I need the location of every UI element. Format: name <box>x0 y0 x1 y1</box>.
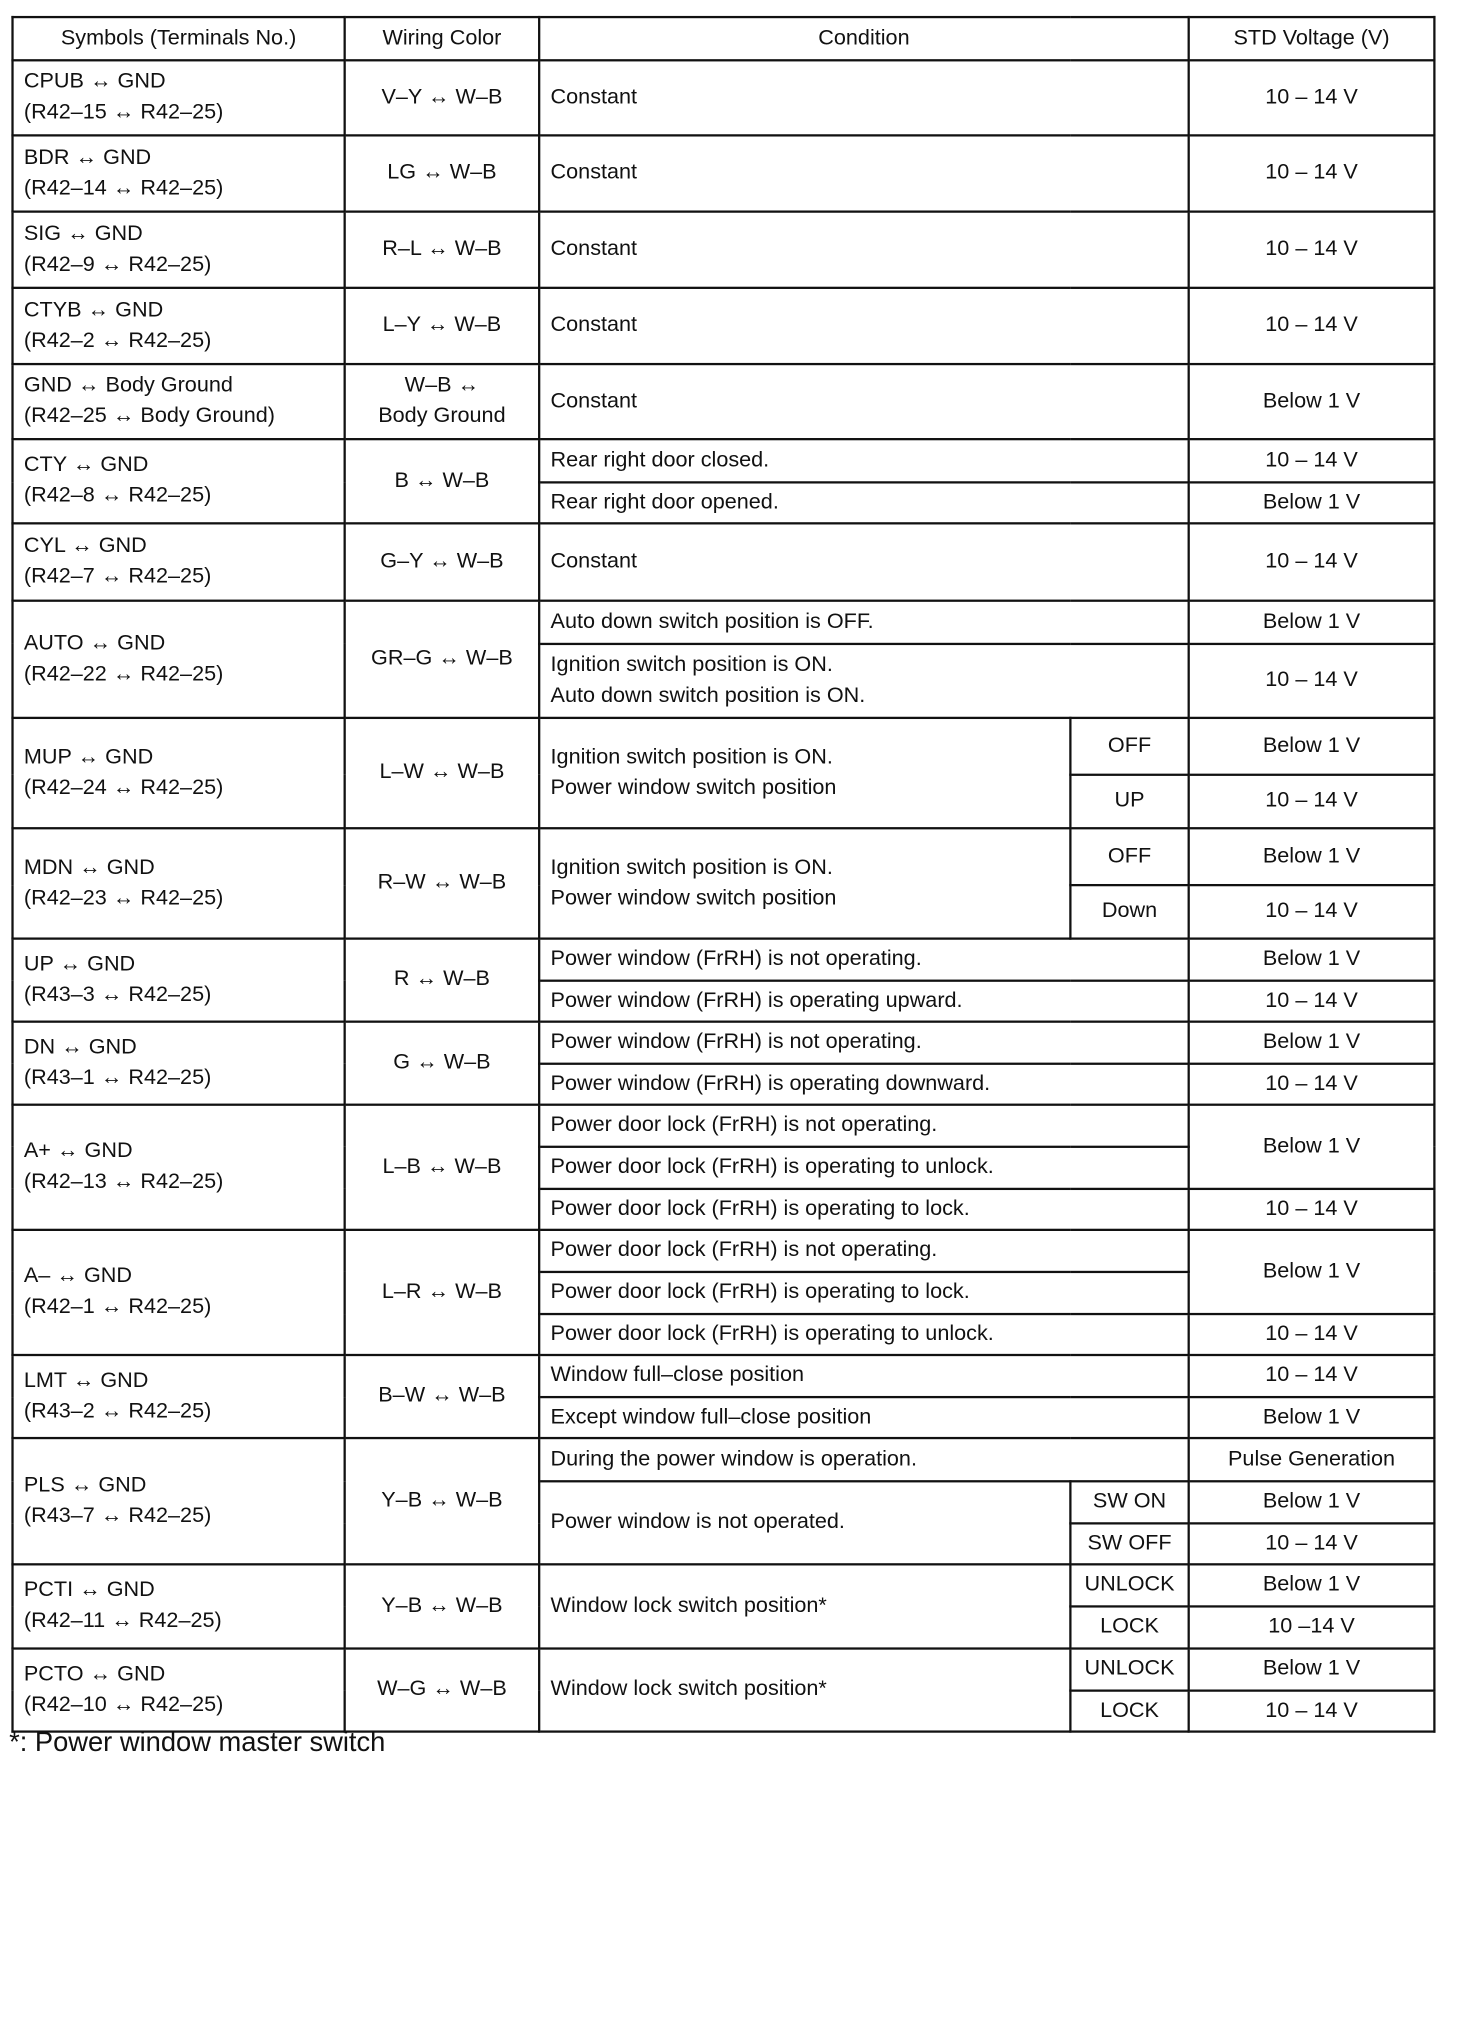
terminals: (R42–11 ↔ R42–25) <box>23 1608 222 1633</box>
symbol: PLS ↔ GND <box>23 1472 147 1497</box>
std-voltage: 10 – 14 V <box>1189 212 1435 288</box>
condition: Power door lock (FrRH) is not operating. <box>539 1105 1189 1147</box>
symbol-cell <box>13 439 345 523</box>
table-row <box>13 718 1435 775</box>
symbol-cell <box>13 135 345 211</box>
symbol-cell <box>13 1438 345 1564</box>
symbol: PCTO ↔ GND <box>23 1661 166 1686</box>
switch-position: UNLOCK <box>1070 1649 1188 1691</box>
symbol: MUP ↔ GND <box>23 744 154 769</box>
symbol-cell <box>13 60 345 135</box>
condition: Power window is not operated. <box>539 1481 1070 1564</box>
condition: Ignition switch position is ON. <box>550 744 833 769</box>
table-row <box>13 212 1435 288</box>
symbol-cell <box>13 288 345 364</box>
condition: Constant <box>539 60 1189 135</box>
wiring-color: L–W ↔ W–B <box>345 718 540 828</box>
condition: Ignition switch position is ON. <box>550 855 833 879</box>
condition: Constant <box>539 135 1189 211</box>
condition: Power door lock (FrRH) is operating to lock. <box>539 1189 1189 1230</box>
std-voltage: 10 – 14 V <box>1189 60 1435 135</box>
symbol-cell <box>13 718 345 828</box>
wiring-color-line2: Body Ground <box>378 403 506 428</box>
wiring-color: GR–G ↔ W–B <box>345 601 540 718</box>
std-voltage: 10 – 14 V <box>1189 981 1435 1022</box>
condition: Window full–close position <box>539 1355 1189 1397</box>
switch-position: OFF <box>1070 718 1188 775</box>
terminals: (R43–1 ↔ R42–25) <box>23 1065 212 1090</box>
std-voltage: 10 – 14 V <box>1189 439 1435 482</box>
wiring-color: L–B ↔ W–B <box>345 1105 540 1230</box>
terminals: (R42–14 ↔ R42–25) <box>23 175 224 200</box>
terminals: (R43–2 ↔ R42–25) <box>23 1398 212 1423</box>
wiring-color: Y–B ↔ W–B <box>345 1564 540 1648</box>
header-symbols: Symbols (Terminals No.) <box>13 17 345 60</box>
terminals: (R43–3 ↔ R42–25) <box>23 982 212 1007</box>
condition: Power window (FrRH) is not operating. <box>539 1022 1189 1064</box>
switch-position: UP <box>1070 775 1188 828</box>
condition: Rear right door closed. <box>539 439 1189 482</box>
std-voltage: 10 – 14 V <box>1189 288 1435 364</box>
condition-line2: Auto down switch position is ON. <box>550 683 866 708</box>
switch-position: SW ON <box>1070 1481 1188 1523</box>
wiring-color: W–B ↔ <box>404 373 480 398</box>
std-voltage: 10 – 14 V <box>1189 885 1435 938</box>
std-voltage: Below 1 V <box>1189 828 1435 885</box>
switch-position: Down <box>1070 885 1188 938</box>
condition: Constant <box>539 212 1189 288</box>
symbol: CTYB ↔ GND <box>23 297 164 322</box>
wiring-color: Y–B ↔ W–B <box>345 1438 540 1564</box>
wiring-color: G ↔ W–B <box>345 1022 540 1105</box>
symbol: PCTI ↔ GND <box>23 1578 155 1602</box>
terminals: (R42–22 ↔ R42–25) <box>23 661 224 686</box>
table-row <box>13 364 1435 439</box>
table-row <box>13 523 1435 600</box>
std-voltage: 10 – 14 V <box>1189 1064 1435 1105</box>
terminals: (R42–8 ↔ R42–25) <box>23 483 212 508</box>
terminals: (R42–24 ↔ R42–25) <box>23 775 224 800</box>
condition: Rear right door opened. <box>539 482 1189 523</box>
footnote: *: Power window master switch <box>9 1727 386 1758</box>
symbol: CTY ↔ GND <box>23 452 149 477</box>
symbol-cell <box>13 601 345 718</box>
condition-line2: Power window switch position <box>550 885 837 910</box>
condition-line2: Power window switch position <box>550 775 837 800</box>
terminals: (R42–13 ↔ R42–25) <box>23 1169 224 1194</box>
symbol-cell <box>13 364 345 439</box>
symbol-cell <box>13 1564 345 1648</box>
condition: Auto down switch position is OFF. <box>539 601 1189 644</box>
symbol-cell <box>13 1230 345 1355</box>
std-voltage: 10 – 14 V <box>1189 1355 1435 1397</box>
symbol-cell <box>13 212 345 288</box>
wiring-color: B ↔ W–B <box>345 439 540 523</box>
symbol-cell <box>13 939 345 1022</box>
wiring-color: W–G ↔ W–B <box>345 1649 540 1732</box>
std-voltage: 10 – 14 V <box>1189 775 1435 828</box>
terminals: (R43–7 ↔ R42–25) <box>23 1503 212 1528</box>
terminals: (R42–7 ↔ R42–25) <box>23 564 212 589</box>
symbol: LMT ↔ GND <box>23 1368 149 1393</box>
std-voltage: 10 – 14 V <box>1189 1691 1435 1732</box>
std-voltage: Pulse Generation <box>1189 1438 1435 1481</box>
symbol-cell <box>13 828 345 938</box>
header-std-voltage: STD Voltage (V) <box>1189 17 1435 60</box>
table-row <box>13 1230 1435 1272</box>
condition: Power window (FrRH) is not operating. <box>539 939 1189 981</box>
terminals: (R42–23 ↔ R42–25) <box>23 885 224 910</box>
table-row <box>13 828 1435 885</box>
table-row <box>13 1438 1435 1481</box>
std-voltage: 10 – 14 V <box>1189 135 1435 211</box>
symbol: CPUB ↔ GND <box>23 69 166 94</box>
wiring-color-cell <box>345 364 540 439</box>
table-row <box>13 1022 1435 1064</box>
condition: Power window (FrRH) is operating upward. <box>539 981 1189 1022</box>
std-voltage: 10 – 14 V <box>1189 644 1435 718</box>
terminals: (R42–10 ↔ R42–25) <box>23 1692 224 1717</box>
std-voltage: 10 – 14 V <box>1189 523 1435 600</box>
std-voltage: 10 –14 V <box>1189 1606 1435 1648</box>
wiring-color: LG ↔ W–B <box>345 135 540 211</box>
condition: Power door lock (FrRH) is not operating. <box>539 1230 1189 1272</box>
symbol: CYL ↔ GND <box>23 533 147 558</box>
symbol: SIG ↔ GND <box>23 221 143 246</box>
table-row <box>13 939 1435 981</box>
std-voltage: Below 1 V <box>1189 1649 1435 1691</box>
terminal-voltage-table <box>11 16 1435 1733</box>
condition: Constant <box>539 523 1189 600</box>
table-row <box>13 1649 1435 1691</box>
wiring-color: L–R ↔ W–B <box>345 1230 540 1355</box>
wiring-color: R–L ↔ W–B <box>345 212 540 288</box>
wiring-color: B–W ↔ W–B <box>345 1355 540 1438</box>
switch-position: OFF <box>1070 828 1188 885</box>
table-row <box>13 1105 1435 1147</box>
wiring-color: R ↔ W–B <box>345 939 540 1022</box>
wiring-color: L–Y ↔ W–B <box>345 288 540 364</box>
switch-position: LOCK <box>1070 1691 1188 1732</box>
wiring-color: R–W ↔ W–B <box>345 828 540 938</box>
std-voltage: Below 1 V <box>1189 1397 1435 1438</box>
std-voltage: Below 1 V <box>1189 1481 1435 1523</box>
condition: Power door lock (FrRH) is operating to unlock. <box>539 1147 1189 1189</box>
condition: Constant <box>539 288 1189 364</box>
condition-cell <box>539 644 1189 718</box>
condition: Ignition switch position is ON. <box>550 652 833 677</box>
condition: Constant <box>539 364 1189 439</box>
std-voltage: 10 – 14 V <box>1189 1314 1435 1355</box>
symbol: A– ↔ GND <box>23 1264 132 1288</box>
table-row <box>13 1564 1435 1606</box>
terminals: (R42–25 ↔ Body Ground) <box>23 403 275 428</box>
condition-cell <box>539 828 1070 938</box>
std-voltage: Below 1 V <box>1189 482 1435 523</box>
table-row <box>13 60 1435 135</box>
switch-position: LOCK <box>1070 1606 1188 1648</box>
table-row <box>13 135 1435 211</box>
condition: Except window full–close position <box>539 1397 1189 1438</box>
table-row <box>13 288 1435 364</box>
std-voltage: Below 1 V <box>1189 364 1435 439</box>
table-row <box>13 601 1435 644</box>
terminals: (R42–15 ↔ R42–25) <box>23 100 224 125</box>
std-voltage: Below 1 V <box>1189 939 1435 981</box>
condition: Window lock switch position* <box>539 1649 1070 1732</box>
condition: Power door lock (FrRH) is operating to lock. <box>539 1272 1189 1314</box>
std-voltage: Below 1 V <box>1189 1230 1435 1314</box>
condition: Window lock switch position* <box>539 1564 1070 1648</box>
table-row <box>13 439 1435 482</box>
terminals: (R42–9 ↔ R42–25) <box>23 252 212 276</box>
condition: During the power window is operation. <box>539 1438 1189 1481</box>
symbol: GND ↔ Body Ground <box>23 373 233 398</box>
switch-position: UNLOCK <box>1070 1564 1188 1606</box>
symbol: MDN ↔ GND <box>23 855 155 879</box>
table-header-row <box>13 17 1435 60</box>
terminals: (R42–1 ↔ R42–25) <box>23 1294 212 1319</box>
condition-cell <box>539 718 1070 828</box>
wiring-color: G–Y ↔ W–B <box>345 523 540 600</box>
table-row <box>13 1355 1435 1397</box>
symbol: BDR ↔ GND <box>23 145 152 169</box>
std-voltage: Below 1 V <box>1189 1564 1435 1606</box>
switch-position: SW OFF <box>1070 1523 1188 1564</box>
condition: Power door lock (FrRH) is operating to unlock. <box>539 1314 1189 1355</box>
wiring-color: V–Y ↔ W–B <box>345 60 540 135</box>
std-voltage: Below 1 V <box>1189 1105 1435 1189</box>
symbol: DN ↔ GND <box>23 1034 137 1059</box>
std-voltage: 10 – 14 V <box>1189 1189 1435 1230</box>
symbol: A+ ↔ GND <box>23 1138 133 1163</box>
header-condition: Condition <box>539 17 1189 60</box>
symbol-cell <box>13 1022 345 1105</box>
std-voltage: 10 – 14 V <box>1189 1523 1435 1564</box>
std-voltage: Below 1 V <box>1189 1022 1435 1064</box>
std-voltage: Below 1 V <box>1189 601 1435 644</box>
symbol: UP ↔ GND <box>23 951 136 976</box>
symbol-cell <box>13 1105 345 1230</box>
symbol-cell <box>13 1355 345 1438</box>
header-wiring-color: Wiring Color <box>345 17 540 60</box>
symbol-cell <box>13 1649 345 1732</box>
std-voltage: Below 1 V <box>1189 718 1435 775</box>
symbol-cell <box>13 523 345 600</box>
symbol: AUTO ↔ GND <box>23 630 166 655</box>
condition: Power window (FrRH) is operating downward. <box>539 1064 1189 1105</box>
terminals: (R42–2 ↔ R42–25) <box>23 328 212 353</box>
